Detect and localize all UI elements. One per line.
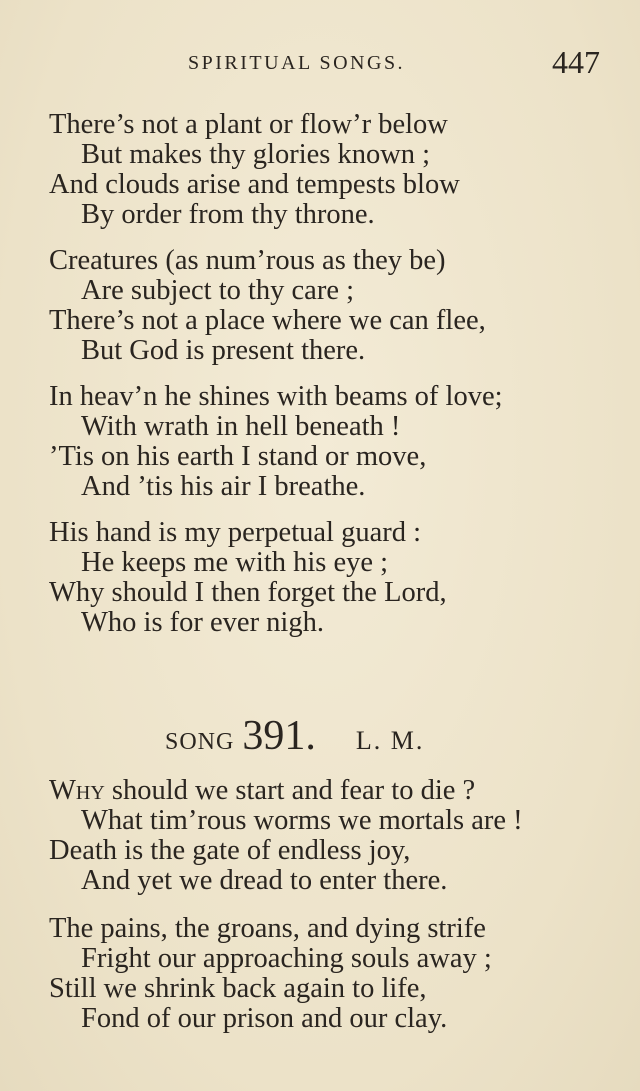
verse-line: By order from thy throne. [81,199,375,230]
verse-line: And clouds arise and tempests blow [49,169,460,200]
verse-line: Creatures (as num’rous as they be) [49,245,446,276]
verse-line: Still we shrink back again to life, [49,973,427,1004]
song-heading [165,712,424,760]
verse-line: What tim’rous worms we mortals are ! [81,805,523,836]
verse-line: Death is the gate of endless joy, [49,835,411,866]
verse-line: In heav’n he shines with beams of love; [49,381,503,412]
verse-line: There’s not a plant or flow’r below [49,109,448,140]
verse-line: But God is present there. [81,335,366,366]
stanza-3 [49,382,609,502]
verse-line: Fright our approaching souls away ; [81,943,492,974]
verse-line: ’Tis on his earth I stand or move, [49,441,427,472]
stanza-4 [49,518,609,638]
running-title: SPIRITUAL SONGS. [188,52,406,74]
first-line-rest: should we start and fear to die ? [104,775,476,806]
verse-line: Fond of our prison and our clay. [81,1003,448,1034]
song-meter: L. M. [355,726,425,755]
first-word: Why [49,775,105,806]
stanza-6 [49,914,609,1034]
verse-line: With wrath in hell beneath ! [81,411,401,442]
verse-line: His hand is my perpetual guard : [49,517,422,548]
song-number: 391. [242,713,316,759]
stanza-2 [49,246,609,366]
verse-line: And yet we dread to enter there. [81,865,448,896]
verse-line: He keeps me with his eye ; [81,547,389,578]
verse-line: Are subject to thy care ; [81,275,355,306]
verse-line: But makes thy glories known ; [81,139,431,170]
verse-line: The pains, the groans, and dying strife [49,913,486,944]
stanza-5 [49,776,609,896]
verse-line: Who is for ever nigh. [81,607,324,638]
verse-line [49,776,609,806]
page-number: 447 [552,44,600,80]
verse-line: Why should I then forget the Lord, [49,577,447,608]
song-label: SONG [165,729,235,755]
verse-line: And ’tis his air I breathe. [81,471,366,502]
verse-line: There’s not a place where we can flee, [49,305,486,336]
stanza-1 [49,110,609,230]
